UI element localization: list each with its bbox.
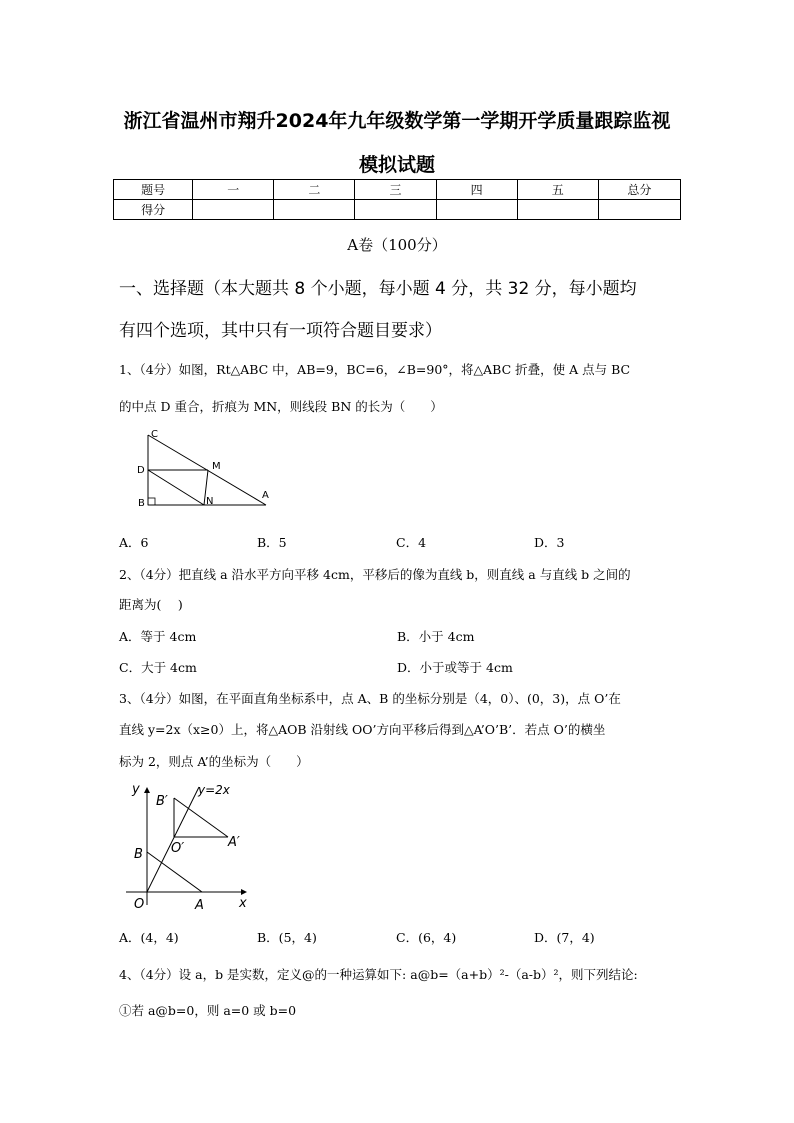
score-cell	[355, 200, 436, 220]
q4-text-line1: 4、（4分）设 a，b 是实数，定义@的一种运算如下: a@b=（a+b）²-（a-b）²，则下列结论:	[119, 967, 638, 982]
q1-text-line2: 的中点 D 重合，折痕为 MN，则线段 BN 的长为（ ）	[119, 399, 443, 414]
label-y: y	[132, 782, 140, 797]
score-header-cell: 三	[355, 180, 436, 200]
label-a: A	[262, 490, 269, 501]
label-n: N	[206, 496, 214, 507]
label-d: D	[137, 465, 145, 476]
score-row-label: 得分	[114, 200, 193, 220]
score-cell	[598, 200, 680, 220]
right-angle-mark	[148, 498, 155, 505]
score-header-cell: 一	[193, 180, 274, 200]
score-table-score-row	[114, 200, 681, 220]
q1-option-d: D．3	[534, 535, 565, 550]
label-y-2x: y=2x	[198, 783, 230, 797]
label-o-prime: O′	[171, 841, 185, 856]
section-heading-line2: 有四个选项，其中只有一项符合题目要求）	[119, 321, 442, 341]
page-title-line2: 模拟试题	[358, 154, 435, 176]
q2-option-b: B．小于 4cm	[397, 629, 475, 644]
q3-option-d: D．(7，4)	[534, 930, 595, 945]
label-b-prime: B′	[156, 794, 168, 809]
segment-dn	[148, 470, 204, 505]
line-y-2x	[147, 787, 199, 892]
q3-text-line1: 3、（4分）如图，在平面直角坐标系中，点 A、B 的坐标分别是（4，0）、(0，3)，点 O’在	[119, 691, 621, 706]
q1-text-line1: 1、（4分）如图，Rt△ABC 中，AB=9，BC=6，∠B=90°，将△ABC 折叠，使 A 点与 BC	[119, 362, 631, 377]
label-a: A	[195, 898, 204, 913]
q1-option-c: C．4	[396, 535, 427, 550]
label-c: C	[151, 429, 158, 440]
score-cell	[274, 200, 355, 220]
label-a-prime: A′	[228, 835, 240, 850]
q3-coordinate-figure	[118, 780, 263, 915]
score-header-cell: 五	[517, 180, 598, 200]
q2-option-a: A．等于 4cm	[119, 629, 197, 644]
q3-option-b: B．(5，4)	[257, 930, 317, 945]
volume-heading: A卷（100分）	[347, 236, 447, 254]
score-table-header-row	[114, 180, 681, 200]
q3-text-line2: 直线 y=2x（x≥0）上，将△AOB 沿射线 OO’方向平移后得到△A’O’B’．若点 O’的横坐	[119, 722, 606, 737]
q2-option-c: C．大于 4cm	[119, 660, 197, 675]
score-header-cell: 总分	[598, 180, 680, 200]
section-heading-line1: 一、选择题（本大题共 8 个小题，每小题 4 分，共 32 分，每小题均	[119, 279, 637, 299]
q4-text-line2: ①若 a@b=0，则 a=0 或 b=0	[119, 1003, 297, 1018]
segment-a1b1	[174, 798, 228, 837]
label-b: B	[138, 498, 145, 509]
label-o: O	[134, 897, 145, 912]
score-cell	[517, 200, 598, 220]
page-title-line1: 浙江省温州市翔升2024年九年级数学第一学期开学质量跟踪监视	[123, 110, 671, 132]
label-x: x	[239, 896, 247, 911]
segment-ab	[147, 852, 202, 892]
score-cell	[436, 200, 517, 220]
q1-option-b: B．5	[257, 535, 287, 550]
q3-option-c: C．(6，4)	[396, 930, 457, 945]
q2-option-d: D．小于或等于 4cm	[397, 660, 513, 675]
score-cell	[193, 200, 274, 220]
q3-text-line3: 标为 2，则点 A’的坐标为（ ）	[119, 754, 309, 769]
q2-text-line1: 2、（4分）把直线 a 沿水平方向平移 4cm，平移后的像为直线 b，则直线 a 与直线 b 之间的	[119, 567, 631, 582]
q3-option-a: A．(4，4)	[119, 930, 179, 945]
label-m: M	[212, 461, 221, 472]
label-b: B	[134, 847, 143, 862]
score-header-cell: 四	[436, 180, 517, 200]
q1-option-a: A．6	[119, 535, 149, 550]
score-table	[113, 179, 681, 220]
score-header-cell: 题号	[114, 180, 193, 200]
q2-text-line2: 距离为( )	[119, 597, 183, 612]
q1-triangle-figure	[130, 425, 280, 515]
score-header-cell: 二	[274, 180, 355, 200]
